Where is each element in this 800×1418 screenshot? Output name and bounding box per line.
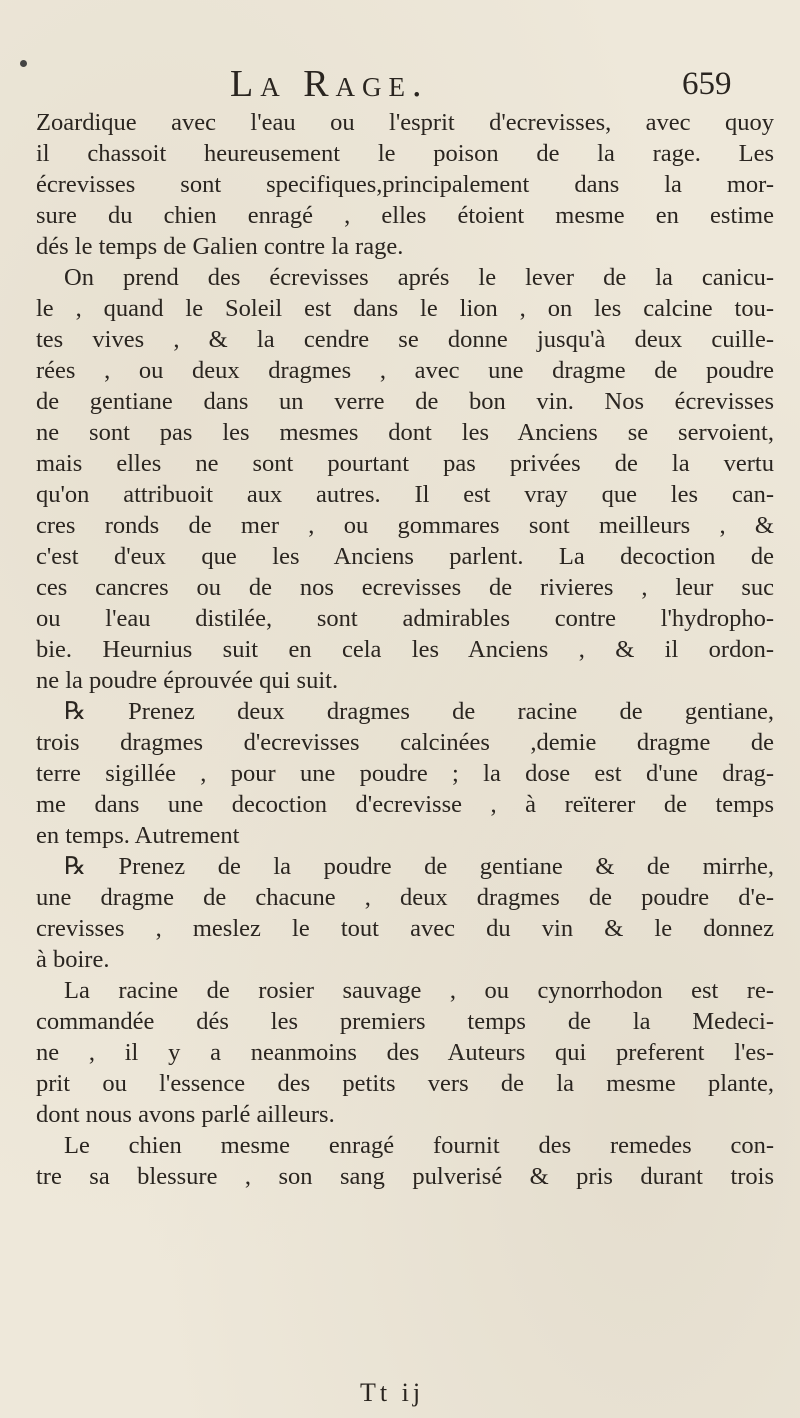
text-line: sure du chien enragé , elles étoient mesme en estime bbox=[36, 202, 774, 229]
text-line: cres ronds de mer , ou gommares sont meilleurs , & bbox=[36, 512, 774, 539]
recipe-line: ℞ Prenez deux dragmes de racine de gentiane, bbox=[64, 698, 774, 725]
text-line: bie. Heurnius suit en cela les Anciens , & il ordon- bbox=[36, 636, 774, 663]
recipe-line: me dans une decoction d'ecrevisse , à reïterer de temps bbox=[36, 791, 774, 818]
recipe-line: en temps. Autrement bbox=[36, 822, 240, 849]
text-line: ne sont pas les mesmes dont les Anciens se servoient, bbox=[36, 419, 774, 446]
text-line: tre sa blessure , son sang pulverisé & pris durant trois bbox=[36, 1163, 774, 1190]
recipe-line: trois dragmes d'ecrevisses calcinées ,demie dragme de bbox=[36, 729, 774, 756]
text-line: ne , il y a neanmoins des Auteurs qui preferent l'es- bbox=[36, 1039, 774, 1066]
recipe-line: crevisses , meslez le tout avec du vin & le donnez bbox=[36, 915, 774, 942]
text-line: ou l'eau distilée, sont admirables contre l'hydropho- bbox=[36, 605, 774, 632]
text-line: rées , ou deux dragmes , avec une dragme de poudre bbox=[36, 357, 774, 384]
recipe-line: une dragme de chacune , deux dragmes de poudre d'e- bbox=[36, 884, 774, 911]
text-line: La racine de rosier sauvage , ou cynorrhodon est re- bbox=[64, 977, 774, 1004]
text-line: dés le temps de Galien contre la rage. bbox=[36, 233, 404, 260]
running-title: La Rage. bbox=[230, 63, 429, 105]
text-line: dont nous avons parlé ailleurs. bbox=[36, 1101, 335, 1128]
page-header bbox=[0, 62, 800, 106]
body-text bbox=[36, 107, 774, 1192]
recipe-line: terre sigillée , pour une poudre ; la dose est d'une drag- bbox=[36, 760, 774, 787]
text-line: ces cancres ou de nos ecrevisses de rivieres , leur suc bbox=[36, 574, 774, 601]
text-line: écrevisses sont specifiques,principalement dans la mor- bbox=[36, 171, 774, 198]
text-line: prit ou l'essence des petits vers de la mesme plante, bbox=[36, 1070, 774, 1097]
text-line: tes vives , & la cendre se donne jusqu'à deux cuille- bbox=[36, 326, 774, 353]
text-line: ne la poudre éprouvée qui suit. bbox=[36, 667, 339, 694]
text-line: commandée dés les premiers temps de la Medeci- bbox=[36, 1008, 774, 1035]
text-line: qu'on attribuoit aux autres. Il est vray que les can- bbox=[36, 481, 774, 508]
text-line: On prend des écrevisses aprés le lever de la canicu- bbox=[64, 264, 774, 291]
text-line: mais elles ne sont pourtant pas privées de la vertu bbox=[36, 450, 774, 477]
signature-mark: Tt ij bbox=[360, 1378, 425, 1407]
recipe-line: à boire. bbox=[36, 946, 110, 973]
text-line: c'est d'eux que les Anciens parlent. La decoction de bbox=[36, 543, 774, 570]
text-line: le , quand le Soleil est dans le lion , on les calcine tou- bbox=[36, 295, 774, 322]
recipe-line: ℞ Prenez de la poudre de gentiane & de mirrhe, bbox=[64, 853, 774, 880]
text-line: de gentiane dans un verre de bon vin. Nos écrevisses bbox=[36, 388, 774, 415]
text-line: Le chien mesme enragé fournit des remedes con- bbox=[64, 1132, 774, 1159]
page-number: 659 bbox=[682, 66, 732, 102]
text-line: il chassoit heureusement le poison de la rage. Les bbox=[36, 140, 774, 167]
text-line: Zoardique avec l'eau ou l'esprit d'ecrevisses, avec quoy bbox=[36, 109, 774, 136]
